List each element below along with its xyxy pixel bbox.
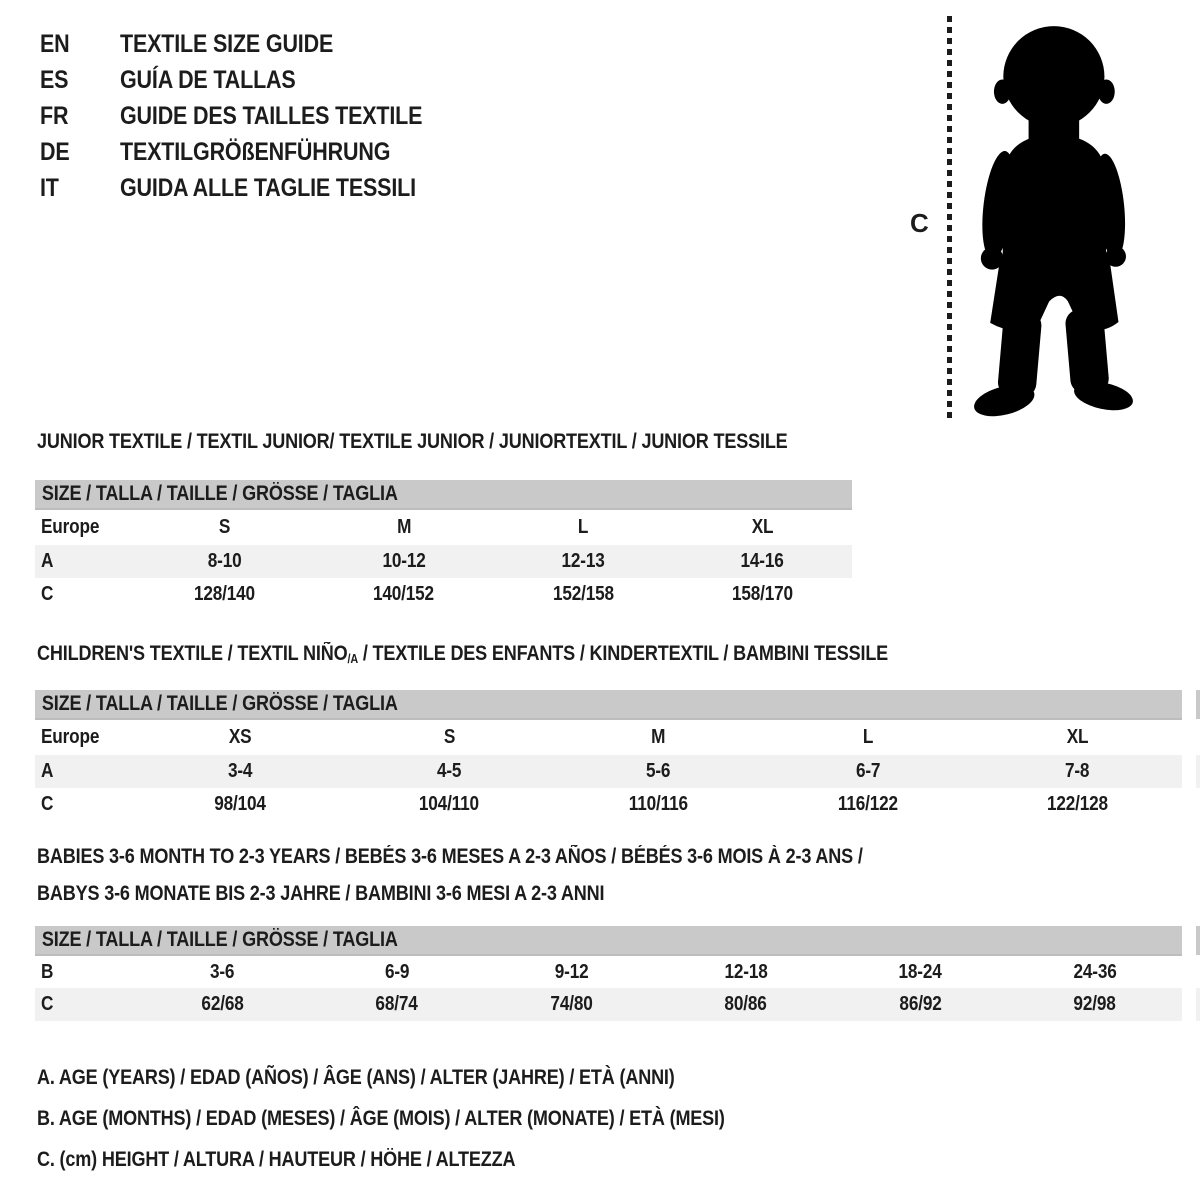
table-cell: 62/68 — [135, 988, 310, 1021]
table-cell: 12-18 — [724, 960, 768, 983]
size-header-row — [35, 690, 1182, 719]
children-section-title: CHILDREN'S TEXTILE / TEXTIL $NIÑO_{/A}$ / TEXTILE DES ENFANTS / KINDERTEXTIL / BAMBINI TESSILE — [37, 642, 889, 666]
table-cell: 128/140 — [194, 583, 256, 605]
row-label: C — [35, 988, 135, 1021]
table-cell: 104/110 — [419, 793, 480, 815]
size-cell: XS — [228, 726, 251, 748]
table-edge-fragment — [1196, 926, 1200, 955]
junior-section-title: JUNIOR TEXTILE / TEXTIL JUNIOR/ TEXTILE JUNIOR / JUNIORTEXTIL / JUNIOR TESSILE — [37, 430, 788, 453]
table-cell: 110/116 — [628, 793, 689, 815]
language-row-de — [40, 134, 472, 170]
row-label: C — [41, 583, 54, 605]
table-edge-fragment — [1196, 988, 1200, 1021]
legend-line-c: C. (cm) HEIGHT / ALTURA / HAUTEUR / HÖHE / ALTEZZA — [37, 1148, 516, 1171]
language-row-fr — [40, 98, 472, 134]
table-cell: 122/128 — [1046, 793, 1108, 815]
size-cell: L — [862, 726, 874, 748]
row-label: Europe — [41, 516, 100, 538]
table-cell: 92/98 — [1008, 988, 1183, 1021]
nino-a-subscript: /A — [347, 651, 359, 666]
language-code: DE — [40, 137, 70, 166]
language-code: FR — [40, 101, 69, 130]
height-measure-label: C — [910, 208, 929, 238]
size-header-bar: SIZE / TALLA / TAILLE / GRÖSSE / TAGLIA — [35, 690, 1182, 719]
language-title-block — [40, 26, 472, 206]
size-cell: S — [218, 516, 231, 538]
babies-section-title-line1: BABIES 3-6 MONTH TO 2-3 YEARS / BEBÉS 3-6 MESES A 2-3 AÑOS / BÉBÉS 3-6 MOIS À 2-3 ANS / — [37, 845, 863, 868]
height-measure-dashed-line — [947, 16, 952, 418]
row-label: C — [41, 793, 54, 815]
table-cell: 7-8 — [973, 755, 1182, 788]
table-cell: 4-5 — [344, 755, 553, 788]
language-row-it — [40, 170, 472, 206]
table-row-height — [35, 988, 1182, 1021]
table-cell: 74/80 — [484, 988, 659, 1021]
table-cell: 8-10 — [135, 545, 314, 578]
legend-line-a: A. AGE (YEARS) / EDAD (AÑOS) / ÂGE (ANS) / ALTER (JAHRE) / ETÀ (ANNI) — [37, 1066, 675, 1089]
table-row-height — [35, 578, 852, 611]
table-cell: 98/104 — [213, 793, 266, 815]
size-cell: XL — [751, 516, 774, 538]
table-cell: 5-6 — [554, 755, 763, 788]
size-cell: XL — [1066, 726, 1089, 748]
table-cell: 140/152 — [373, 583, 435, 605]
guide-title-fr: GUIDE DES TAILLES TEXTILE — [120, 101, 423, 130]
table-edge-fragment — [1196, 690, 1200, 719]
guide-title-en: TEXTILE SIZE GUIDE — [120, 29, 334, 58]
children-size-table — [35, 690, 1182, 821]
language-row-en — [40, 26, 472, 62]
row-label: Europe — [41, 726, 100, 748]
table-row-age — [35, 755, 1182, 788]
size-header-row — [35, 926, 1182, 955]
table-cell: 152/158 — [552, 583, 614, 605]
table-edge-fragment — [1196, 755, 1200, 788]
size-cell: S — [443, 726, 455, 748]
language-code: ES — [40, 65, 69, 94]
babies-section-title-line2: BABYS 3-6 MONATE BIS 2-3 JAHRE / BAMBINI 3-6 MESI A 2-3 ANNI — [37, 882, 605, 905]
toddler-silhouette-graphic — [963, 13, 1141, 425]
table-cell: 3-6 — [210, 960, 235, 983]
table-cell: 116/122 — [837, 793, 898, 815]
table-cell: 6-9 — [384, 960, 409, 983]
table-row-age — [35, 545, 852, 578]
row-label: B — [41, 960, 54, 983]
guide-title-de: TEXTILGRÖßENFÜHRUNG — [120, 137, 391, 166]
table-cell: 12-13 — [494, 545, 673, 578]
table-cell: 10-12 — [314, 545, 493, 578]
table-cell: 14-16 — [673, 545, 852, 578]
europe-sizes-row — [35, 719, 1182, 755]
table-cell: 80/86 — [659, 988, 834, 1021]
language-row-es — [40, 62, 472, 98]
size-cell: L — [577, 516, 589, 538]
size-header-bar: SIZE / TALLA / TAILLE / GRÖSSE / TAGLIA — [35, 926, 1182, 955]
table-row-months — [35, 955, 1182, 988]
table-cell: 24-36 — [1073, 960, 1117, 983]
table-cell: 6-7 — [763, 755, 972, 788]
size-header-bar: SIZE / TALLA / TAILLE / GRÖSSE / TAGLIA — [35, 480, 852, 509]
row-label: A — [35, 545, 135, 578]
junior-size-table — [35, 480, 852, 611]
language-code: EN — [40, 29, 70, 58]
table-cell: 158/170 — [731, 583, 793, 605]
europe-sizes-row — [35, 509, 852, 545]
table-cell: 9-12 — [554, 960, 589, 983]
table-cell: 3-4 — [135, 755, 344, 788]
guide-title-it: GUIDA ALLE TAGLIE TESSILI — [120, 173, 416, 202]
table-cell: 68/74 — [310, 988, 485, 1021]
babies-size-table — [35, 926, 1182, 1021]
table-row-height — [35, 788, 1182, 821]
size-cell: M — [396, 516, 411, 538]
row-label: A — [35, 755, 135, 788]
size-cell: M — [651, 726, 666, 748]
legend-line-b: B. AGE (MONTHS) / EDAD (MESES) / ÂGE (MOIS) / ALTER (MONATE) / ETÀ (MESI) — [37, 1107, 725, 1130]
table-cell: 86/92 — [833, 988, 1008, 1021]
language-code: IT — [40, 173, 59, 202]
table-cell: 18-24 — [898, 960, 942, 983]
guide-title-es: GUÍA DE TALLAS — [120, 65, 296, 94]
toddler-silhouette — [963, 13, 1141, 425]
size-header-row — [35, 480, 852, 509]
